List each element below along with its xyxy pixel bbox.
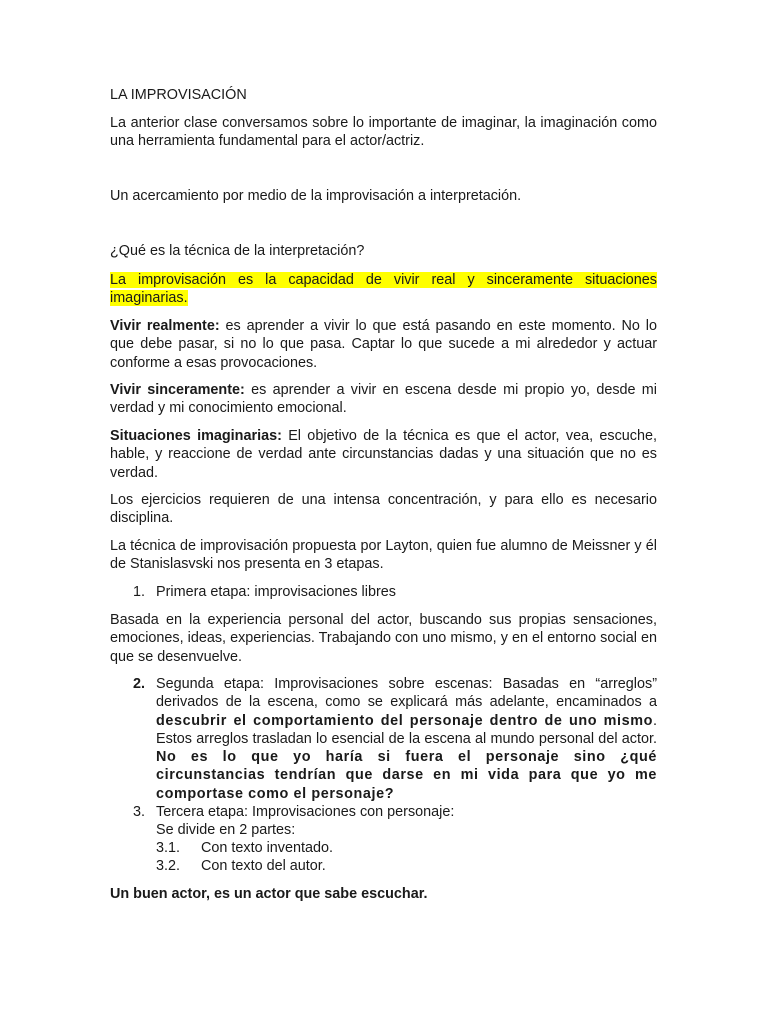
- stage1-item: [133, 583, 657, 602]
- vivir-realmente-paragraph: [110, 317, 657, 372]
- stage3-number: 3.: [133, 804, 146, 820]
- substage-text: Con texto del autor.: [201, 858, 326, 874]
- definition-paragraph: [110, 271, 657, 308]
- stage3-line2: Se divide en 2 partes:: [156, 822, 296, 838]
- stage2-item: [133, 675, 657, 801]
- stage2-text-b: . Estos arreglos trasladan lo esencial de la escena al mundo personal del actor.: [156, 712, 657, 747]
- situaciones-text: El objetivo de la técnica es que el actor, vea, escuche, hable, y reaccione de verdad ante circunstancias dadas y una situación que no es verdad.: [110, 428, 657, 481]
- situaciones-term: Situaciones imaginarias:: [110, 428, 282, 444]
- substage-text: Con texto inventado.: [201, 840, 334, 856]
- approach-paragraph: Un acercamiento por medio de la improvisación a interpretación.: [110, 188, 522, 204]
- vivir-sinceramente-paragraph: [110, 381, 657, 418]
- vivir-realmente-text: es aprender a vivir lo que está pasando en este momento. No lo que debe pasar, si no lo que pasa. Captar lo que sucede a mi alrededor y actuar conforme a esas provocaciones.: [110, 318, 657, 371]
- situaciones-paragraph: [110, 427, 657, 482]
- substage-number: 3.1.: [156, 840, 181, 856]
- exercises-paragraph: Los ejercicios requieren de una intensa concentración, y para ello es necesario disciplina.: [110, 492, 657, 527]
- stage1-description: Basada en la experiencia personal del actor, buscando sus propias sensaciones, emociones, ideas, experiencias. Trabajando con uno mismo, y en el entorno social en que se desenvuelve.: [110, 612, 657, 665]
- question-line: ¿Qué es la técnica de la interpretación?: [110, 243, 365, 259]
- closing-line: Un buen actor, es un actor que sabe escuchar.: [110, 886, 428, 902]
- stage2-text-a: Segunda etapa: Improvisaciones sobre escenas: Basadas en “arreglos” derivados de la escena, como se explicará más adelante, encaminados a: [156, 676, 657, 711]
- stage2-bold-b: No es lo que yo haría si fuera el personaje sino ¿qué circunstancias tendrían que darse en mi vida para que yo me comportase como el personaje?: [156, 749, 657, 802]
- vivir-sinceramente-term: Vivir sinceramente:: [110, 382, 245, 398]
- stage2-bold-a: descubrir el comportamiento del personaje dentro de uno mismo: [156, 712, 653, 729]
- substage-number: 3.2.: [156, 858, 181, 874]
- stage1-text: Primera etapa: improvisaciones libres: [156, 584, 396, 600]
- stage3-line1: Tercera etapa: Improvisaciones con personaje:: [156, 804, 455, 820]
- definition-highlight: La improvisación es la capacidad de vivir real y sinceramente situaciones imaginarias.: [110, 272, 657, 307]
- stage2-body: [156, 675, 657, 803]
- vivir-sinceramente-text: es aprender a vivir en escena desde mi propio yo, desde mi verdad y mi conocimiento emocional.: [110, 382, 657, 417]
- document-title: LA IMPROVISACIÓN: [110, 87, 247, 103]
- layton-paragraph: La técnica de improvisación propuesta por Layton, quien fue alumno de Meissner y él de Stanislasvski nos presenta en 3 etapas.: [110, 538, 657, 573]
- stage2-number: 2.: [133, 676, 146, 692]
- stage3-item: [133, 803, 657, 877]
- stage1-number: 1.: [133, 584, 146, 600]
- vivir-realmente-term: Vivir realmente:: [110, 318, 220, 334]
- intro-paragraph: La anterior clase conversamos sobre lo importante de imaginar, la imaginación como una herramienta fundamental para el actor/actriz.: [110, 115, 657, 150]
